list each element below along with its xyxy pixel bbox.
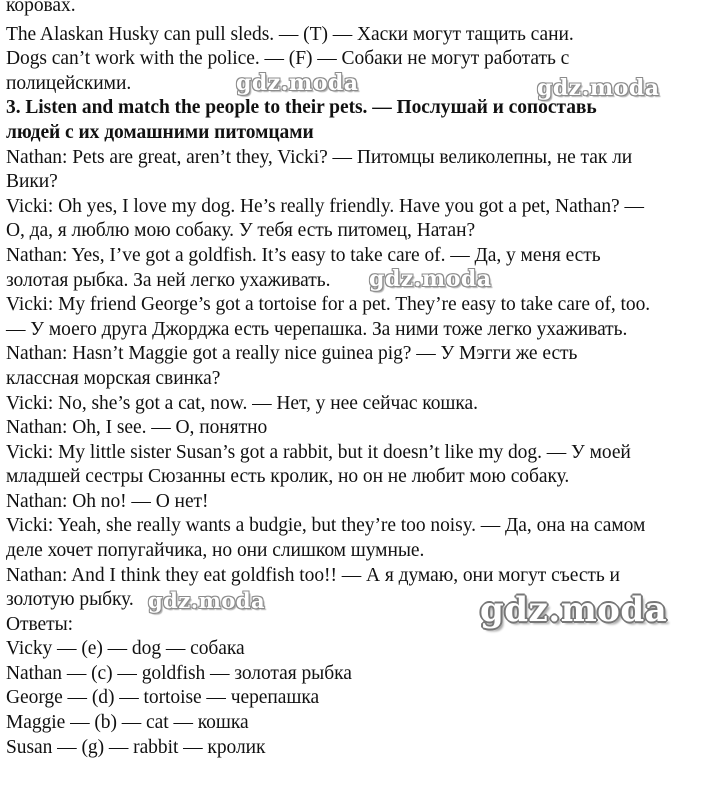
answers-heading: Ответы: <box>6 614 74 635</box>
dialogue-line: Vicki: Yeah, she really wants a budgie, but they’re too noisy. — Да, она на самом <box>6 515 646 536</box>
watermark: gdz.moda <box>537 75 660 101</box>
dialogue-line: — У моего друга Джорджа есть черепашка. За ними тоже легко ухаживать. <box>6 319 628 340</box>
watermark: gdz.moda <box>480 590 668 630</box>
watermark: gdz.moda <box>236 70 359 96</box>
exercise-heading: 3. Listen and match the people to their pets. — Послушай и сопоставь <box>6 97 597 118</box>
dialogue-line: Nathan: Yes, I’ve got a goldfish. It’s easy to take care of. — Да, у меня есть <box>6 245 601 266</box>
dialogue-line: Nathan: Pets are great, aren’t they, Vicki? — Питомцы великолепны, не так ли <box>6 147 633 168</box>
dialogue-line: Nathan: Oh no! — О нет! <box>6 491 209 512</box>
answer-line: Nathan — (c) — goldfish — золотая рыбка <box>6 663 352 684</box>
answer-line: Vicky — (e) — dog — собака <box>6 638 245 659</box>
watermark: gdz.moda <box>369 266 492 292</box>
dialogue-line: Vicki: No, she’s got a cat, now. — Нет, у нее сейчас кошка. <box>6 393 478 414</box>
answer-line: George — (d) — tortoise — черепашка <box>6 687 320 708</box>
dialogue-line: Vicki: Oh yes, I love my dog. He’s really friendly. Have you got a pet, Nathan? — <box>6 196 644 217</box>
exercise-heading: людей с их домашними питомцами <box>6 122 314 143</box>
dialogue-line: золотая рыбка. За ней легко ухаживать. <box>6 270 331 291</box>
watermark: gdz.moda <box>148 588 266 613</box>
answer-line: Susan — (g) — rabbit — кролик <box>6 737 266 758</box>
dialogue-line: Vicki: My friend George’s got a tortoise for a pet. They’re easy to take care of, too. <box>6 294 651 315</box>
text-line: The Alaskan Husky can pull sleds. — (T) — Хаски могут тащить сани. <box>6 24 574 45</box>
dialogue-line: Nathan: And I think they eat goldfish too!! — А я думаю, они могут съесть и <box>6 565 620 586</box>
dialogue-line: деле хочет попугайчика, но они слишком шумные. <box>6 540 425 561</box>
dialogue-line: Nathan: Oh, I see. — О, понятно <box>6 417 268 438</box>
dialogue-line: золотую рыбку. <box>6 589 134 610</box>
dialogue-line: классная морская свинка? <box>6 368 221 389</box>
dialogue-line: Vicki: My little sister Susan’s got a rabbit, but it doesn’t like my dog. — У моей <box>6 442 631 463</box>
text-line: полицейскими. <box>6 73 132 94</box>
dialogue-line: младшей сестры Сюзанны есть кролик, но он не любит мою собаку. <box>6 466 570 487</box>
dialogue-line: Nathan: Hasn’t Maggie got a really nice guinea pig? — У Мэгги же есть <box>6 343 578 364</box>
answer-line: Maggie — (b) — cat — кошка <box>6 712 249 733</box>
text-line: Dogs can’t work with the police. — (F) — Собаки не могут работать с <box>6 48 570 69</box>
dialogue-line: О, да, я люблю мою собаку. У тебя есть питомец, Натан? <box>6 220 476 241</box>
dialogue-line: Вики? <box>6 171 58 192</box>
text-line: коровах. <box>6 0 76 16</box>
